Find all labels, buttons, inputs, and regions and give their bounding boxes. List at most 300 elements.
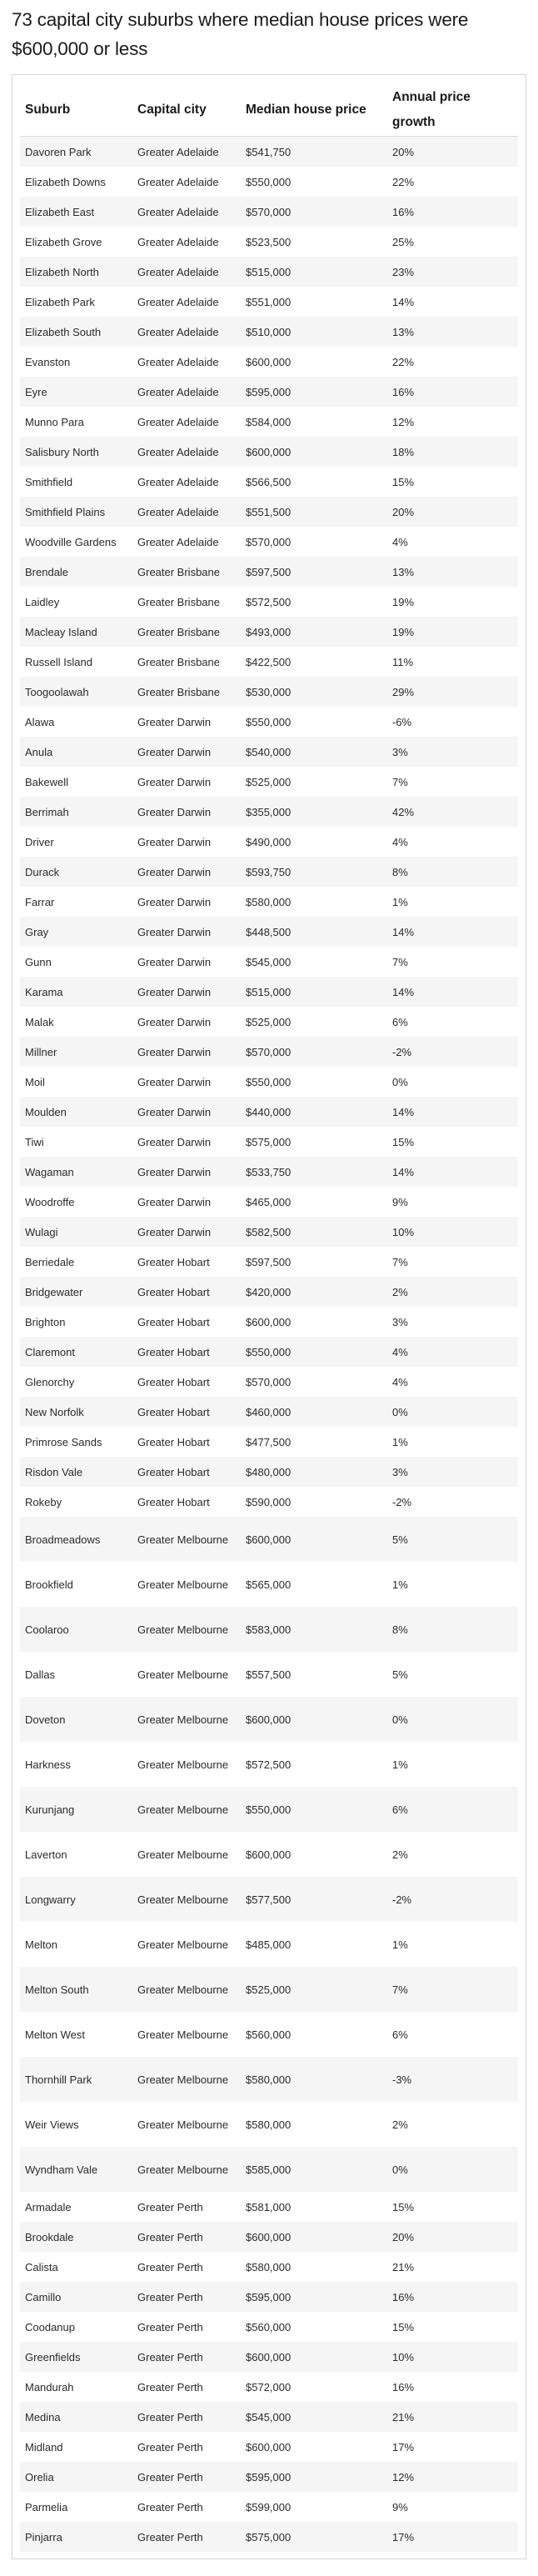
table-row — [20, 377, 518, 407]
cell-annual-price-growth: 14% — [387, 1157, 518, 1187]
cell-annual-price-growth: -3% — [387, 2057, 518, 2102]
header-capital-city: Capital city — [132, 84, 241, 137]
cell-annual-price-growth: 7% — [387, 1967, 518, 2012]
table-row — [20, 2012, 518, 2057]
table-row — [20, 2057, 518, 2102]
cell-capital-city: Greater Adelaide — [132, 317, 241, 347]
table-row — [20, 1652, 518, 1697]
cell-suburb: Rokeby — [20, 1487, 132, 1517]
cell-median-house-price: $545,000 — [241, 947, 387, 977]
table-row — [20, 2462, 518, 2492]
cell-median-house-price: $584,000 — [241, 407, 387, 437]
cell-median-house-price: $550,000 — [241, 707, 387, 737]
cell-median-house-price: $420,000 — [241, 1277, 387, 1307]
cell-suburb: Bakewell — [20, 767, 132, 797]
cell-suburb: Medina — [20, 2402, 132, 2432]
cell-median-house-price: $523,500 — [241, 227, 387, 257]
cell-median-house-price: $597,500 — [241, 557, 387, 587]
cell-suburb: Glenorchy — [20, 1367, 132, 1397]
table-row — [20, 2147, 518, 2192]
cell-median-house-price: $570,000 — [241, 527, 387, 557]
table-row — [20, 1697, 518, 1742]
cell-capital-city: Greater Darwin — [132, 1157, 241, 1187]
cell-capital-city: Greater Darwin — [132, 737, 241, 767]
cell-suburb: New Norfolk — [20, 1397, 132, 1427]
cell-capital-city: Greater Hobart — [132, 1307, 241, 1337]
table-row — [20, 1007, 518, 1037]
cell-median-house-price: $477,500 — [241, 1427, 387, 1457]
table-row — [20, 527, 518, 557]
table-row — [20, 1517, 518, 1562]
cell-median-house-price: $551,500 — [241, 497, 387, 527]
cell-suburb: Davoren Park — [20, 137, 132, 168]
cell-median-house-price: $550,000 — [241, 167, 387, 197]
cell-annual-price-growth: 10% — [387, 1217, 518, 1247]
cell-median-house-price: $550,000 — [241, 1787, 387, 1832]
table-row — [20, 2252, 518, 2282]
cell-capital-city: Greater Brisbane — [132, 677, 241, 707]
table-row — [20, 1037, 518, 1067]
cell-annual-price-growth: 4% — [387, 1367, 518, 1397]
cell-suburb: Moil — [20, 1067, 132, 1097]
cell-annual-price-growth: 14% — [387, 977, 518, 1007]
cell-suburb: Greenfields — [20, 2342, 132, 2372]
table-row — [20, 1187, 518, 1217]
cell-suburb: Woodville Gardens — [20, 527, 132, 557]
cell-median-house-price: $480,000 — [241, 1457, 387, 1487]
cell-capital-city: Greater Adelaide — [132, 137, 241, 168]
cell-median-house-price: $570,000 — [241, 197, 387, 227]
table-row — [20, 1877, 518, 1922]
cell-capital-city: Greater Darwin — [132, 947, 241, 977]
table-row — [20, 737, 518, 767]
cell-capital-city: Greater Melbourne — [132, 1787, 241, 1832]
cell-median-house-price: $583,000 — [241, 1607, 387, 1652]
cell-annual-price-growth: 3% — [387, 1307, 518, 1337]
table-row — [20, 347, 518, 377]
cell-median-house-price: $600,000 — [241, 1697, 387, 1742]
cell-median-house-price: $600,000 — [241, 1832, 387, 1877]
cell-annual-price-growth: 20% — [387, 2222, 518, 2252]
cell-annual-price-growth: 2% — [387, 1832, 518, 1877]
table-row — [20, 1832, 518, 1877]
cell-median-house-price: $545,000 — [241, 2402, 387, 2432]
cell-median-house-price: $525,000 — [241, 1007, 387, 1037]
cell-annual-price-growth: 17% — [387, 2522, 518, 2552]
table-row — [20, 587, 518, 617]
cell-annual-price-growth: 1% — [387, 1922, 518, 1967]
table-row — [20, 557, 518, 587]
cell-suburb: Anula — [20, 737, 132, 767]
table-row — [20, 887, 518, 917]
cell-capital-city: Greater Hobart — [132, 1277, 241, 1307]
cell-suburb: Brighton — [20, 1307, 132, 1337]
table-row — [20, 2342, 518, 2372]
table-row — [20, 2432, 518, 2462]
cell-capital-city: Greater Adelaide — [132, 527, 241, 557]
cell-suburb: Coodanup — [20, 2312, 132, 2342]
cell-median-house-price: $580,000 — [241, 2057, 387, 2102]
cell-annual-price-growth: 16% — [387, 2372, 518, 2402]
cell-suburb: Durack — [20, 857, 132, 887]
cell-suburb: Elizabeth North — [20, 257, 132, 287]
table-row — [20, 2492, 518, 2522]
cell-median-house-price: $593,750 — [241, 857, 387, 887]
cell-suburb: Thornhill Park — [20, 2057, 132, 2102]
cell-median-house-price: $575,000 — [241, 1127, 387, 1157]
cell-annual-price-growth: 16% — [387, 377, 518, 407]
table-row — [20, 2282, 518, 2312]
table-row — [20, 2522, 518, 2552]
cell-annual-price-growth: 0% — [387, 1067, 518, 1097]
cell-capital-city: Greater Darwin — [132, 1007, 241, 1037]
cell-capital-city: Greater Melbourne — [132, 2102, 241, 2147]
cell-capital-city: Greater Darwin — [132, 887, 241, 917]
cell-capital-city: Greater Perth — [132, 2222, 241, 2252]
cell-capital-city: Greater Hobart — [132, 1397, 241, 1427]
table-row — [20, 767, 518, 797]
cell-suburb: Weir Views — [20, 2102, 132, 2147]
cell-suburb: Laverton — [20, 1832, 132, 1877]
cell-median-house-price: $525,000 — [241, 1967, 387, 2012]
cell-suburb: Kurunjang — [20, 1787, 132, 1832]
table-row — [20, 1157, 518, 1187]
table-row — [20, 917, 518, 947]
cell-annual-price-growth: 4% — [387, 527, 518, 557]
cell-suburb: Doveton — [20, 1697, 132, 1742]
cell-annual-price-growth: 1% — [387, 887, 518, 917]
cell-capital-city: Greater Darwin — [132, 1037, 241, 1067]
cell-median-house-price: $595,000 — [241, 377, 387, 407]
table-row — [20, 1607, 518, 1652]
table-row — [20, 257, 518, 287]
cell-annual-price-growth: 5% — [387, 1652, 518, 1697]
cell-suburb: Toogoolawah — [20, 677, 132, 707]
cell-capital-city: Greater Brisbane — [132, 557, 241, 587]
cell-suburb: Elizabeth Grove — [20, 227, 132, 257]
cell-annual-price-growth: 25% — [387, 227, 518, 257]
cell-annual-price-growth: 11% — [387, 647, 518, 677]
table-row — [20, 1922, 518, 1967]
cell-capital-city: Greater Perth — [132, 2252, 241, 2282]
cell-suburb: Macleay Island — [20, 617, 132, 647]
cell-capital-city: Greater Darwin — [132, 977, 241, 1007]
cell-suburb: Driver — [20, 827, 132, 857]
cell-capital-city: Greater Melbourne — [132, 2147, 241, 2192]
cell-median-house-price: $581,000 — [241, 2192, 387, 2222]
cell-annual-price-growth: 12% — [387, 2462, 518, 2492]
cell-capital-city: Greater Adelaide — [132, 227, 241, 257]
cell-annual-price-growth: 1% — [387, 1427, 518, 1457]
cell-median-house-price: $540,000 — [241, 737, 387, 767]
cell-suburb: Eyre — [20, 377, 132, 407]
cell-annual-price-growth: -2% — [387, 1487, 518, 1517]
table-row — [20, 947, 518, 977]
cell-capital-city: Greater Hobart — [132, 1457, 241, 1487]
cell-median-house-price: $600,000 — [241, 2432, 387, 2462]
cell-capital-city: Greater Darwin — [132, 797, 241, 827]
cell-annual-price-growth: 20% — [387, 137, 518, 168]
table-row — [20, 2372, 518, 2402]
cell-median-house-price: $580,000 — [241, 887, 387, 917]
cell-median-house-price: $600,000 — [241, 1517, 387, 1562]
cell-suburb: Melton West — [20, 2012, 132, 2057]
table-row — [20, 317, 518, 347]
table-row — [20, 1397, 518, 1427]
cell-suburb: Millner — [20, 1037, 132, 1067]
cell-annual-price-growth: 19% — [387, 587, 518, 617]
cell-annual-price-growth: 6% — [387, 2012, 518, 2057]
cell-suburb: Bridgewater — [20, 1277, 132, 1307]
cell-median-house-price: $565,000 — [241, 1562, 387, 1607]
cell-median-house-price: $541,750 — [241, 137, 387, 168]
cell-suburb: Primrose Sands — [20, 1427, 132, 1457]
cell-suburb: Evanston — [20, 347, 132, 377]
cell-annual-price-growth: 12% — [387, 407, 518, 437]
table-row — [20, 1487, 518, 1517]
cell-median-house-price: $600,000 — [241, 347, 387, 377]
cell-annual-price-growth: 1% — [387, 1742, 518, 1787]
cell-median-house-price: $525,000 — [241, 767, 387, 797]
cell-annual-price-growth: 21% — [387, 2252, 518, 2282]
cell-capital-city: Greater Darwin — [132, 1187, 241, 1217]
cell-annual-price-growth: 0% — [387, 1397, 518, 1427]
cell-capital-city: Greater Adelaide — [132, 287, 241, 317]
cell-capital-city: Greater Hobart — [132, 1487, 241, 1517]
cell-annual-price-growth: 15% — [387, 2312, 518, 2342]
table-row — [20, 167, 518, 197]
table-row — [20, 407, 518, 437]
cell-capital-city: Greater Adelaide — [132, 167, 241, 197]
cell-annual-price-growth: 4% — [387, 827, 518, 857]
cell-capital-city: Greater Adelaide — [132, 197, 241, 227]
table-row — [20, 287, 518, 317]
cell-median-house-price: $599,000 — [241, 2492, 387, 2522]
cell-annual-price-growth: 9% — [387, 2492, 518, 2522]
cell-suburb: Munno Para — [20, 407, 132, 437]
cell-median-house-price: $485,000 — [241, 1922, 387, 1967]
cell-capital-city: Greater Darwin — [132, 767, 241, 797]
cell-annual-price-growth: 17% — [387, 2432, 518, 2462]
table-row — [20, 2312, 518, 2342]
cell-median-house-price: $570,000 — [241, 1037, 387, 1067]
cell-capital-city: Greater Brisbane — [132, 647, 241, 677]
table-row — [20, 1067, 518, 1097]
cell-capital-city: Greater Hobart — [132, 1367, 241, 1397]
cell-capital-city: Greater Melbourne — [132, 1697, 241, 1742]
cell-median-house-price: $566,500 — [241, 467, 387, 497]
header-median-house-price: Median house price — [241, 84, 387, 137]
table-row — [20, 467, 518, 497]
cell-median-house-price: $550,000 — [241, 1067, 387, 1097]
cell-median-house-price: $551,000 — [241, 287, 387, 317]
cell-annual-price-growth: 10% — [387, 2342, 518, 2372]
cell-median-house-price: $600,000 — [241, 2342, 387, 2372]
cell-capital-city: Greater Darwin — [132, 917, 241, 947]
cell-capital-city: Greater Perth — [132, 2492, 241, 2522]
table-row — [20, 977, 518, 1007]
cell-capital-city: Greater Hobart — [132, 1337, 241, 1367]
cell-capital-city: Greater Brisbane — [132, 587, 241, 617]
table-row — [20, 2402, 518, 2432]
table-row — [20, 1562, 518, 1607]
cell-median-house-price: $440,000 — [241, 1097, 387, 1127]
cell-capital-city: Greater Perth — [132, 2372, 241, 2402]
cell-suburb: Calista — [20, 2252, 132, 2282]
cell-median-house-price: $465,000 — [241, 1187, 387, 1217]
cell-capital-city: Greater Hobart — [132, 1427, 241, 1457]
cell-annual-price-growth: 2% — [387, 2102, 518, 2147]
table-row — [20, 1427, 518, 1457]
header-row — [20, 84, 518, 137]
cell-suburb: Melton — [20, 1922, 132, 1967]
cell-suburb: Risdon Vale — [20, 1457, 132, 1487]
table-body — [20, 137, 518, 2553]
cell-capital-city: Greater Melbourne — [132, 1607, 241, 1652]
cell-capital-city: Greater Perth — [132, 2522, 241, 2552]
cell-median-house-price: $597,500 — [241, 1247, 387, 1277]
cell-median-house-price: $422,500 — [241, 647, 387, 677]
cell-capital-city: Greater Perth — [132, 2282, 241, 2312]
table-row — [20, 497, 518, 527]
cell-capital-city: Greater Melbourne — [132, 1742, 241, 1787]
cell-suburb: Pinjarra — [20, 2522, 132, 2552]
cell-annual-price-growth: 6% — [387, 1787, 518, 1832]
cell-annual-price-growth: 15% — [387, 467, 518, 497]
cell-capital-city: Greater Adelaide — [132, 257, 241, 287]
cell-median-house-price: $570,000 — [241, 1367, 387, 1397]
cell-median-house-price: $572,500 — [241, 587, 387, 617]
cell-suburb: Mandurah — [20, 2372, 132, 2402]
table-row — [20, 617, 518, 647]
cell-capital-city: Greater Darwin — [132, 1127, 241, 1157]
cell-median-house-price: $585,000 — [241, 2147, 387, 2192]
cell-annual-price-growth: 20% — [387, 497, 518, 527]
cell-median-house-price: $560,000 — [241, 2012, 387, 2057]
cell-suburb: Armadale — [20, 2192, 132, 2222]
table-row — [20, 1277, 518, 1307]
suburbs-table — [20, 84, 518, 2552]
cell-annual-price-growth: 8% — [387, 1607, 518, 1652]
cell-median-house-price: $557,500 — [241, 1652, 387, 1697]
table-row — [20, 827, 518, 857]
cell-annual-price-growth: 29% — [387, 677, 518, 707]
cell-annual-price-growth: 2% — [387, 1277, 518, 1307]
table-row — [20, 647, 518, 677]
cell-suburb: Coolaroo — [20, 1607, 132, 1652]
cell-median-house-price: $572,500 — [241, 1742, 387, 1787]
cell-suburb: Claremont — [20, 1337, 132, 1367]
cell-annual-price-growth: 16% — [387, 2282, 518, 2312]
cell-capital-city: Greater Melbourne — [132, 2012, 241, 2057]
cell-annual-price-growth: 15% — [387, 2192, 518, 2222]
cell-median-house-price: $550,000 — [241, 1337, 387, 1367]
cell-annual-price-growth: 42% — [387, 797, 518, 827]
table-row — [20, 1742, 518, 1787]
table-row — [20, 857, 518, 887]
cell-suburb: Elizabeth Downs — [20, 167, 132, 197]
table-header — [20, 84, 518, 137]
table-row — [20, 197, 518, 227]
cell-suburb: Tiwi — [20, 1127, 132, 1157]
cell-annual-price-growth: -2% — [387, 1877, 518, 1922]
cell-capital-city: Greater Melbourne — [132, 1877, 241, 1922]
cell-suburb: Elizabeth East — [20, 197, 132, 227]
cell-annual-price-growth: 18% — [387, 437, 518, 467]
cell-suburb: Russell Island — [20, 647, 132, 677]
cell-median-house-price: $600,000 — [241, 437, 387, 467]
cell-capital-city: Greater Perth — [132, 2192, 241, 2222]
header-suburb: Suburb — [20, 84, 132, 137]
cell-annual-price-growth: 3% — [387, 737, 518, 767]
cell-annual-price-growth: 3% — [387, 1457, 518, 1487]
cell-median-house-price: $490,000 — [241, 827, 387, 857]
cell-capital-city: Greater Adelaide — [132, 377, 241, 407]
cell-suburb: Elizabeth South — [20, 317, 132, 347]
cell-capital-city: Greater Melbourne — [132, 1517, 241, 1562]
cell-capital-city: Greater Melbourne — [132, 1967, 241, 2012]
cell-capital-city: Greater Darwin — [132, 707, 241, 737]
cell-capital-city: Greater Perth — [132, 2312, 241, 2342]
cell-suburb: Alawa — [20, 707, 132, 737]
cell-capital-city: Greater Melbourne — [132, 1832, 241, 1877]
cell-annual-price-growth: 8% — [387, 857, 518, 887]
table-row — [20, 2102, 518, 2147]
cell-median-house-price: $575,000 — [241, 2522, 387, 2552]
cell-median-house-price: $600,000 — [241, 2222, 387, 2252]
table-row — [20, 1367, 518, 1397]
cell-capital-city: Greater Melbourne — [132, 1922, 241, 1967]
cell-annual-price-growth: 7% — [387, 767, 518, 797]
cell-suburb: Salisbury North — [20, 437, 132, 467]
cell-median-house-price: $580,000 — [241, 2252, 387, 2282]
cell-annual-price-growth: 14% — [387, 1097, 518, 1127]
cell-capital-city: Greater Darwin — [132, 1097, 241, 1127]
cell-suburb: Camillo — [20, 2282, 132, 2312]
cell-suburb: Brookdale — [20, 2222, 132, 2252]
cell-capital-city: Greater Adelaide — [132, 347, 241, 377]
cell-capital-city: Greater Brisbane — [132, 617, 241, 647]
table-row — [20, 137, 518, 168]
cell-annual-price-growth: 7% — [387, 1247, 518, 1277]
cell-capital-city: Greater Melbourne — [132, 1652, 241, 1697]
cell-median-house-price: $580,000 — [241, 2102, 387, 2147]
table-row — [20, 227, 518, 257]
cell-capital-city: Greater Darwin — [132, 857, 241, 887]
cell-suburb: Moulden — [20, 1097, 132, 1127]
table-row — [20, 1097, 518, 1127]
table-row — [20, 1127, 518, 1157]
cell-annual-price-growth: 0% — [387, 1697, 518, 1742]
cell-annual-price-growth: -2% — [387, 1037, 518, 1067]
cell-annual-price-growth: 22% — [387, 167, 518, 197]
cell-annual-price-growth: 13% — [387, 317, 518, 347]
cell-annual-price-growth: 13% — [387, 557, 518, 587]
cell-median-house-price: $460,000 — [241, 1397, 387, 1427]
cell-suburb: Orelia — [20, 2462, 132, 2492]
cell-suburb: Smithfield Plains — [20, 497, 132, 527]
table-row — [20, 1457, 518, 1487]
table-row — [20, 1967, 518, 2012]
cell-annual-price-growth: 6% — [387, 1007, 518, 1037]
cell-capital-city: Greater Perth — [132, 2432, 241, 2462]
cell-median-house-price: $595,000 — [241, 2462, 387, 2492]
table-row — [20, 1247, 518, 1277]
cell-median-house-price: $515,000 — [241, 257, 387, 287]
table-row — [20, 707, 518, 737]
cell-median-house-price: $572,000 — [241, 2372, 387, 2402]
cell-annual-price-growth: 14% — [387, 917, 518, 947]
